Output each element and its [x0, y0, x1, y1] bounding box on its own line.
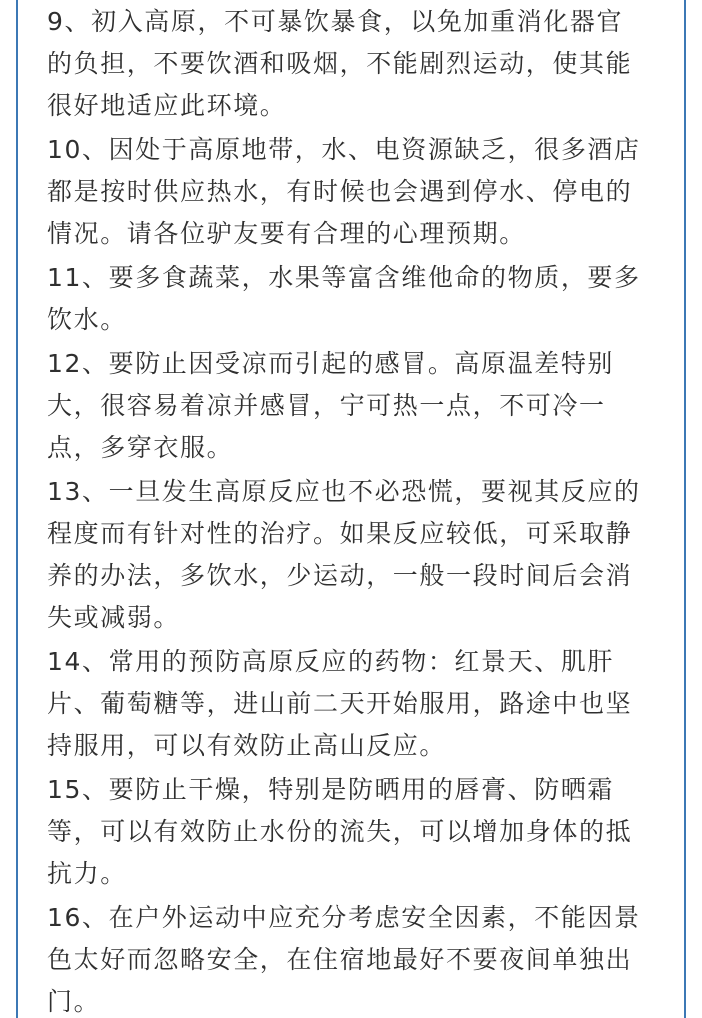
- tip-line: 都是按时供应热水，有时候也会遇到停水、停电的: [47, 177, 633, 206]
- tip-line: 失或减弱。: [47, 603, 181, 632]
- tip-line: 饮水。: [47, 305, 127, 334]
- tip-item-9: [47, 1, 677, 127]
- tip-line: 抗力。: [47, 859, 127, 888]
- tip-line: 养的办法，多饮水，少运动，一般一段时间后会消: [47, 561, 633, 590]
- tip-item-10: [47, 129, 677, 255]
- tip-line: 情况。请各位驴友要有合理的心理预期。: [47, 219, 526, 248]
- tip-line: 持服用，可以有效防止高山反应。: [47, 731, 447, 760]
- tip-line: 很好地适应此环境。: [47, 91, 287, 120]
- tip-line: 10、因处于高原地带，水、电资源缺乏，很多酒店: [47, 135, 641, 164]
- tip-item-12: [47, 343, 677, 469]
- tip-item-13: [47, 471, 677, 639]
- tip-item-16: [47, 897, 677, 1018]
- tip-line: 12、要防止因受凉而引起的感冒。高原温差特别: [47, 349, 615, 378]
- tips-list: [47, 1, 677, 1018]
- tip-line: 点，多穿衣服。: [47, 433, 234, 462]
- tip-line: 16、在户外运动中应充分考虑安全因素，不能因景: [47, 903, 641, 932]
- right-border-line: [684, 0, 686, 1018]
- left-border-line: [16, 0, 18, 1018]
- tip-line: 9、初入高原，不可暴饮暴食，以免加重消化器官: [47, 7, 624, 36]
- tip-line: 门。: [47, 987, 101, 1016]
- tip-line: 14、常用的预防高原反应的药物：红景天、肌肝: [47, 647, 615, 676]
- tip-line: 程度而有针对性的治疗。如果反应较低，可采取静: [47, 519, 633, 548]
- tip-line: 色太好而忽略安全，在住宿地最好不要夜间单独出: [47, 945, 633, 974]
- tip-line: 大，很容易着凉并感冒，宁可热一点，不可冷一: [47, 391, 606, 420]
- tip-item-11: [47, 257, 677, 341]
- tip-line: 的负担，不要饮酒和吸烟，不能剧烈运动，使其能: [47, 49, 633, 78]
- tip-line: 13、一旦发生高原反应也不必恐慌，要视其反应的: [47, 477, 641, 506]
- tip-item-15: [47, 769, 677, 895]
- tip-line: 11、要多食蔬菜，水果等富含维他命的物质，要多: [47, 263, 641, 292]
- tip-line: 15、要防止干燥，特别是防晒用的唇膏、防晒霜: [47, 775, 615, 804]
- tip-line: 等，可以有效防止水份的流失，可以增加身体的抵: [47, 817, 633, 846]
- tip-item-14: [47, 641, 677, 767]
- tip-line: 片、葡萄糖等，进山前二天开始服用，路途中也坚: [47, 689, 633, 718]
